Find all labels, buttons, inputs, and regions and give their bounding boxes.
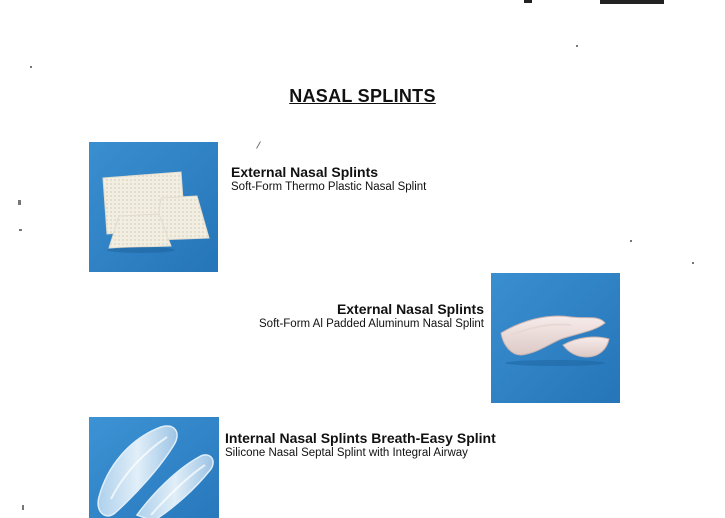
product-heading: External Nasal Splints: [231, 164, 379, 180]
product-heading: Internal Nasal Splints Breath-Easy Splint: [225, 430, 496, 446]
product-entry-2: [259, 301, 484, 331]
scan-speck: [30, 66, 32, 68]
scan-speck: [576, 45, 578, 47]
scan-mark-top-right: [600, 0, 664, 4]
scan-speck: [630, 240, 632, 242]
thermoplastic-splint-photo: [89, 142, 218, 272]
product-entry-1: [231, 164, 426, 194]
scan-mark-top-left: [524, 0, 532, 3]
aluminum-splint-photo: [491, 273, 620, 403]
scan-speck: [692, 262, 694, 264]
product-subtitle: Soft-Form Al Padded Aluminum Nasal Splint: [259, 318, 484, 330]
scan-speck: [18, 200, 21, 205]
product-subtitle: Silicone Nasal Septal Splint with Integral Airway: [225, 447, 468, 459]
page-title: NASAL SPLINTS: [289, 86, 436, 106]
product-entry-3: [225, 430, 496, 460]
product-subtitle: Soft-Form Thermo Plastic Nasal Splint: [231, 181, 427, 193]
product-heading: External Nasal Splints: [336, 301, 484, 317]
scan-speck: [256, 141, 261, 148]
scan-speck: [22, 505, 24, 510]
scan-speck: [19, 229, 22, 231]
silicone-splint-photo: [89, 417, 219, 518]
